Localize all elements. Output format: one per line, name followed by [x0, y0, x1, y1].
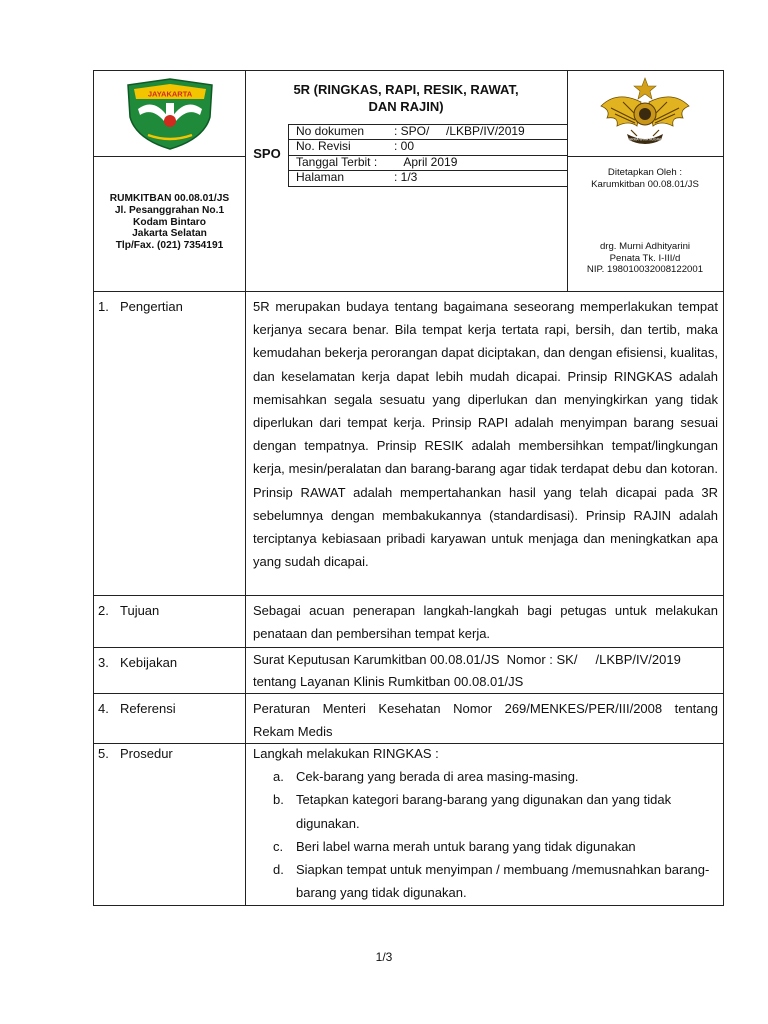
section-title: Pengertian	[120, 299, 183, 314]
step-marker: a.	[273, 769, 284, 785]
procedure-steps	[253, 765, 718, 904]
address-line: RUMKITBAN 00.08.01/JS	[109, 193, 230, 204]
approval-line: Karumkitban 00.08.01/JS	[591, 178, 699, 190]
meta-row	[289, 124, 567, 139]
meta-row	[289, 155, 567, 170]
section-body: Sebagai acuan penerapan langkah-langkah bagi petugas untuk melakukan penataan dan pembersihan tempat kerja.	[253, 603, 718, 642]
section-number: 2.	[98, 603, 109, 618]
document-title	[246, 81, 566, 115]
step-text: Tetapkan kategori barang-barang yang digunakan dan yang tidak digunakan.	[296, 792, 672, 831]
signer-block	[567, 241, 723, 276]
address-line: Kodam Bintaro	[132, 216, 206, 228]
section-number: 3.	[98, 655, 109, 670]
meta-key: Tanggal Terbit :	[296, 155, 378, 169]
address-line: Jl. Pesanggrahan No.1	[114, 204, 225, 216]
section-label	[98, 651, 177, 674]
signer-name: drg. Murni Adhityarini	[599, 241, 691, 252]
procedure-step	[253, 858, 718, 904]
spo-label: SPO	[253, 146, 281, 161]
jayakarta-shield-icon	[124, 77, 216, 151]
section-kebijakan	[93, 648, 724, 694]
section-label	[98, 697, 176, 720]
eagle-emblem-icon	[597, 76, 693, 152]
meta-value: : 1/3	[394, 170, 418, 184]
address-line: Jakarta Selatan	[132, 228, 207, 240]
meta-row	[289, 139, 567, 154]
meta-key: No dokumen	[296, 124, 365, 138]
section-body: Peraturan Menteri Kesehatan Nomor 269/MENKES/PER/III/2008 tentang Rekam Medis	[253, 701, 718, 740]
meta-value: : SPO/ /LKBP/IV/2019	[394, 124, 525, 138]
section-number: 1.	[98, 299, 109, 314]
section-referensi	[93, 694, 724, 744]
meta-key: No. Revisi	[296, 139, 351, 153]
military-emblem	[567, 71, 723, 156]
section-label	[98, 742, 173, 765]
section-number: 5.	[98, 746, 109, 761]
page-number: 1/3	[375, 950, 393, 964]
section-tujuan	[93, 596, 724, 648]
section-title: Prosedur	[120, 746, 173, 761]
step-text: Cek-barang yang berada di area masing-masing.	[296, 769, 579, 785]
section-title: Referensi	[120, 701, 176, 716]
procedure-step	[253, 765, 718, 788]
hospital-address	[94, 193, 245, 252]
procedure-step	[253, 788, 718, 834]
approval-line: Ditetapkan Oleh :	[607, 167, 683, 178]
approval-block	[567, 167, 723, 190]
section-prosedur	[93, 744, 724, 906]
section-body	[253, 742, 718, 904]
svg-text:JAYAKARTA: JAYAKARTA	[147, 89, 192, 98]
step-text: Beri label warna merah untuk barang yang tidak digunakan	[296, 838, 636, 854]
section-title: Kebijakan	[120, 655, 178, 670]
title-line: DAN RAJIN)	[368, 99, 444, 114]
section-body	[253, 649, 718, 693]
svg-text:DHARMA WIRA NUGRAHA: DHARMA WIRA NUGRAHA	[623, 137, 667, 141]
step-text: Siapkan tempat untuk menyimpan / membuang /memusnahkan barang-barang yang tidak digunakan.	[296, 862, 710, 901]
step-marker: b.	[273, 792, 284, 808]
section-pengertian	[93, 292, 724, 596]
section-body: 5R merupakan budaya tentang bagaimana seseorang memperlakukan tempat kerjanya secara benar. Bila tempat kerja tertata rapi, bersih, dan tertib, maka kemudahan bekerja perorangan dapat diciptakan, dan dengan efisiensi, kualitas, dan keselamatan kerja dapat lebih mudah dicapai. Prinsip RINGKAS adalah memisahkan segala sesuatu yang diperlukan dan menyingkirkan yang tidak diperlukan dari tempat kerja. Prinsip RAPI adalah menyimpan barang sesuai dengan tempatnya. Prinsip RESIK adalah membersihkan tempat/lingkungan kerja, mesin/peralatan dan barang-barang agar tidak terdapat debu dan kotoran. Prinsip RAWAT adalah mempertahankan hasil yang telah dicapai pada 3R sebelumnya dengan membakukannya (standardisasi). Prinsip RAJIN adalah terciptanya kebiasaan pribadi karyawan untuk menjaga dan meningkatkan apa yang sudah dicapai.	[253, 299, 718, 570]
section-number: 4.	[98, 701, 109, 716]
step-marker: c.	[273, 838, 284, 854]
policy-line: tentang Layanan Klinis Rumkitban 00.08.01/JS	[253, 674, 524, 689]
meta-key: Halaman	[296, 170, 345, 184]
title-line: 5R (RINGKAS, RAPI, RESIK, RAWAT,	[293, 82, 519, 97]
procedure-step	[253, 835, 718, 858]
document-header-table	[93, 70, 724, 292]
signer-nip: NIP. 198010032008122001	[586, 264, 704, 276]
address-line: Tlp/Fax. (021) 7354191	[115, 240, 224, 252]
jayakarta-logo	[94, 71, 245, 156]
meta-row	[289, 170, 567, 185]
meta-value: April 2019	[394, 155, 458, 169]
section-label	[98, 599, 159, 622]
procedure-intro: Langkah melakukan RINGKAS :	[253, 746, 439, 761]
step-marker: d.	[273, 862, 284, 878]
policy-line: Surat Keputusan Karumkitban 00.08.01/JS Nomor : SK/ /LKBP/IV/2019	[253, 652, 681, 667]
signer-rank: Penata Tk. I-III/d	[609, 252, 681, 264]
section-label	[98, 295, 183, 318]
meta-value: : 00	[394, 139, 415, 153]
section-title: Tujuan	[120, 603, 160, 618]
